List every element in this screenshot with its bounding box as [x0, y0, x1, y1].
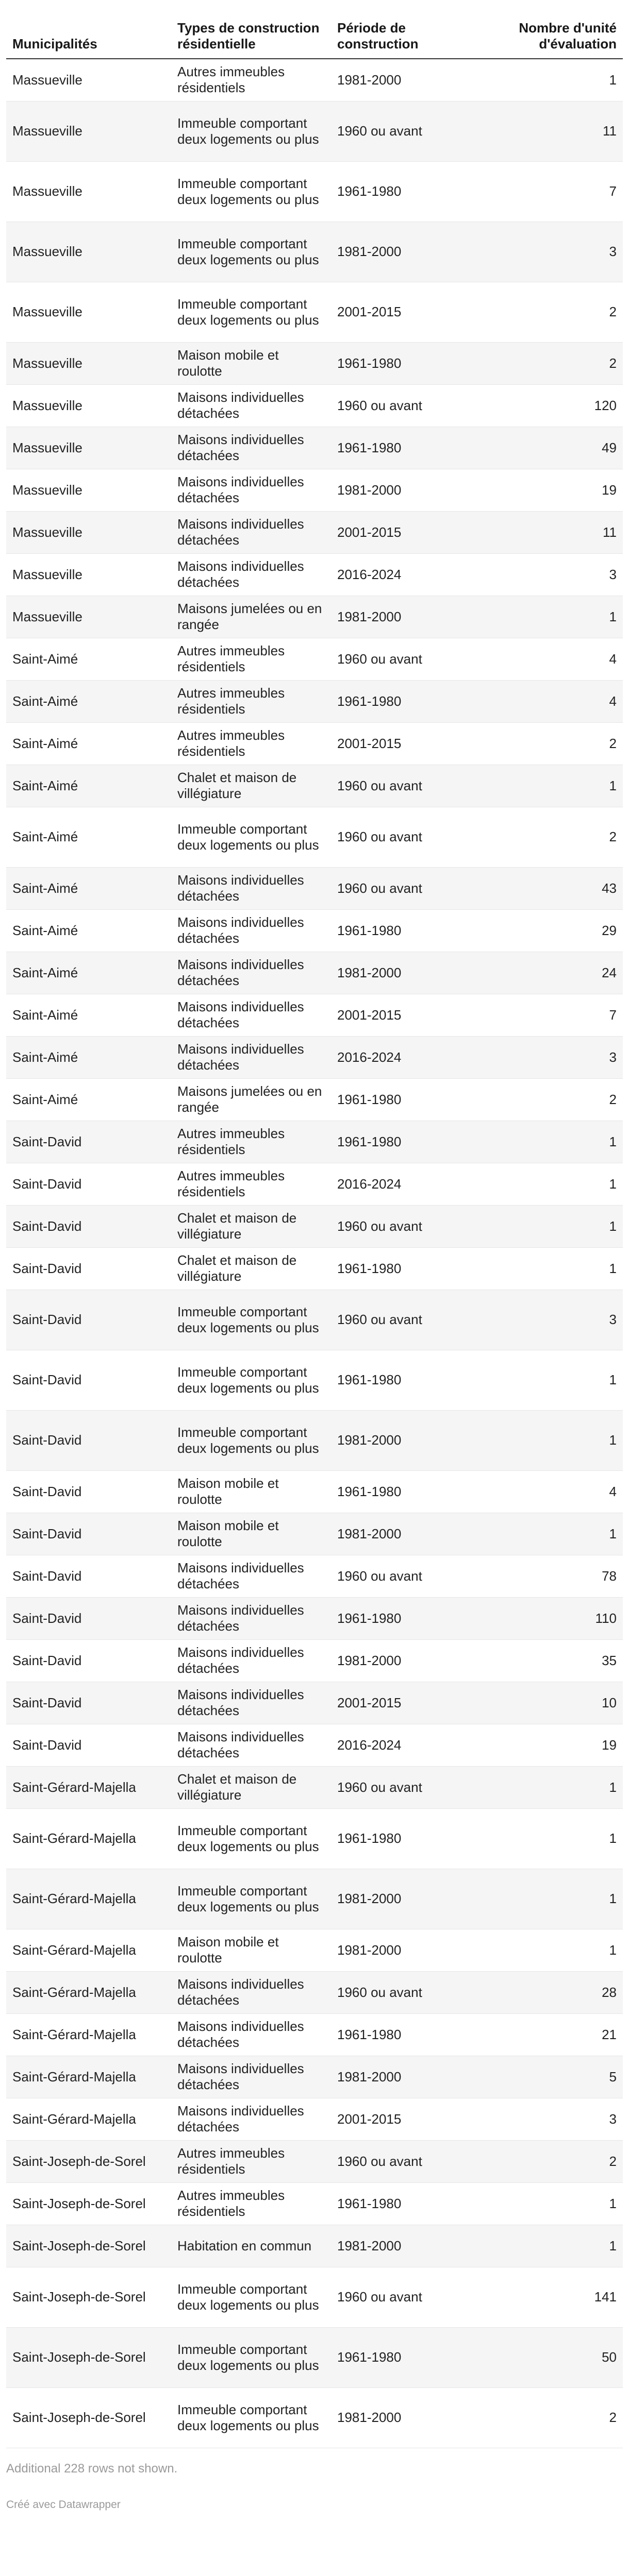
cell-count: 1 [489, 1121, 623, 1163]
cell-period: 1961-1980 [331, 1350, 489, 1410]
cell-type: Immeuble comportant deux logements ou plus [171, 1869, 331, 1929]
cell-period: 1981-2000 [331, 1929, 489, 1971]
table-row [6, 1971, 623, 2013]
cell-type: Maisons individuelles détachées [171, 994, 331, 1036]
cell-period: 1961-1980 [331, 342, 489, 384]
cell-type: Immeuble comportant deux logements ou plus [171, 2327, 331, 2387]
cell-count: 10 [489, 1682, 623, 1724]
table-row [6, 511, 623, 553]
cell-count: 1 [489, 1205, 623, 1247]
cell-municipality: Saint-David [6, 1121, 171, 1163]
cell-period: 1961-1980 [331, 1597, 489, 1639]
cell-type: Autres immeubles résidentiels [171, 680, 331, 722]
cell-period: 1961-1980 [331, 2327, 489, 2387]
cell-type: Maisons individuelles détachées [171, 511, 331, 553]
table-row [6, 994, 623, 1036]
cell-period: 1981-2000 [331, 1639, 489, 1682]
cell-municipality: Saint-Aimé [6, 994, 171, 1036]
cell-type: Autres immeubles résidentiels [171, 2182, 331, 2225]
cell-period: 1960 ou avant [331, 765, 489, 807]
cell-period: 1961-1980 [331, 680, 489, 722]
table-row [6, 1724, 623, 1766]
cell-count: 141 [489, 2267, 623, 2327]
cell-period: 1981-2000 [331, 59, 489, 101]
table-row [6, 2056, 623, 2098]
table-row [6, 161, 623, 222]
table-row [6, 867, 623, 909]
cell-type: Immeuble comportant deux logements ou plus [171, 161, 331, 222]
cell-type: Autres immeubles résidentiels [171, 2140, 331, 2182]
cell-type: Chalet et maison de villégiature [171, 1766, 331, 1808]
cell-period: 1981-2000 [331, 2056, 489, 2098]
table-row [6, 222, 623, 282]
datawrapper-credit[interactable]: Créé avec Datawrapper [6, 2498, 121, 2511]
cell-municipality: Saint-Joseph-de-Sorel [6, 2182, 171, 2225]
cell-municipality: Saint-David [6, 1555, 171, 1597]
cell-type: Immeuble comportant deux logements ou plus [171, 1808, 331, 1869]
cell-count: 11 [489, 101, 623, 161]
cell-count: 120 [489, 384, 623, 427]
table-row [6, 342, 623, 384]
table-row [6, 2182, 623, 2225]
table-row [6, 952, 623, 994]
table-row [6, 1869, 623, 1929]
cell-count: 7 [489, 161, 623, 222]
cell-period: 1960 ou avant [331, 1971, 489, 2013]
table-row [6, 1555, 623, 1597]
cell-count: 2 [489, 2387, 623, 2448]
cell-count: 2 [489, 282, 623, 342]
cell-period: 1960 ou avant [331, 101, 489, 161]
cell-period: 2016-2024 [331, 1724, 489, 1766]
cell-period: 1960 ou avant [331, 2140, 489, 2182]
cell-period: 1960 ou avant [331, 2267, 489, 2327]
header-count[interactable]: Nombre d'unité d'évaluation [489, 0, 623, 59]
cell-count: 1 [489, 1513, 623, 1555]
table-row [6, 1639, 623, 1682]
cell-period: 1961-1980 [331, 1121, 489, 1163]
rows-not-shown-note: Additional 228 rows not shown. [6, 2461, 178, 2476]
cell-municipality: Saint-Aimé [6, 680, 171, 722]
cell-type: Maisons individuelles détachées [171, 1036, 331, 1078]
cell-period: 1981-2000 [331, 952, 489, 994]
cell-period: 1981-2000 [331, 596, 489, 638]
cell-type: Autres immeubles résidentiels [171, 1163, 331, 1205]
cell-count: 28 [489, 1971, 623, 2013]
table-row [6, 2013, 623, 2056]
cell-type: Immeuble comportant deux logements ou plus [171, 807, 331, 867]
cell-count: 1 [489, 1766, 623, 1808]
cell-municipality: Massueville [6, 596, 171, 638]
cell-period: 1961-1980 [331, 909, 489, 952]
cell-type: Maisons individuelles détachées [171, 1597, 331, 1639]
cell-municipality: Saint-David [6, 1290, 171, 1350]
cell-type: Maisons individuelles détachées [171, 1682, 331, 1724]
cell-count: 2 [489, 1078, 623, 1121]
table-row [6, 1121, 623, 1163]
cell-type: Immeuble comportant deux logements ou plus [171, 1290, 331, 1350]
cell-count: 2 [489, 2140, 623, 2182]
cell-type: Autres immeubles résidentiels [171, 722, 331, 765]
cell-type: Maisons jumelées ou en rangée [171, 596, 331, 638]
cell-municipality: Saint-David [6, 1724, 171, 1766]
cell-municipality: Saint-Aimé [6, 1078, 171, 1121]
header-row [6, 0, 623, 59]
cell-count: 1 [489, 1929, 623, 1971]
cell-period: 2001-2015 [331, 722, 489, 765]
cell-type: Maisons individuelles détachées [171, 909, 331, 952]
cell-count: 3 [489, 1290, 623, 1350]
cell-type: Chalet et maison de villégiature [171, 1205, 331, 1247]
table-row [6, 427, 623, 469]
cell-count: 35 [489, 1639, 623, 1682]
cell-period: 2001-2015 [331, 511, 489, 553]
cell-municipality: Saint-David [6, 1513, 171, 1555]
cell-period: 2001-2015 [331, 1682, 489, 1724]
cell-type: Chalet et maison de villégiature [171, 1247, 331, 1290]
cell-count: 3 [489, 1036, 623, 1078]
cell-municipality: Massueville [6, 427, 171, 469]
cell-count: 7 [489, 994, 623, 1036]
cell-period: 1961-1980 [331, 1808, 489, 1869]
cell-municipality: Saint-David [6, 1682, 171, 1724]
header-municipality[interactable]: Municipalités [6, 0, 171, 59]
cell-municipality: Saint-Aimé [6, 638, 171, 680]
cell-count: 1 [489, 1808, 623, 1869]
table-row [6, 1290, 623, 1350]
cell-municipality: Saint-Joseph-de-Sorel [6, 2267, 171, 2327]
cell-count: 1 [489, 59, 623, 101]
cell-count: 50 [489, 2327, 623, 2387]
table-row [6, 807, 623, 867]
cell-count: 43 [489, 867, 623, 909]
table-row [6, 722, 623, 765]
cell-municipality: Saint-Joseph-de-Sorel [6, 2327, 171, 2387]
cell-period: 1960 ou avant [331, 1290, 489, 1350]
cell-period: 1981-2000 [331, 1410, 489, 1470]
cell-count: 3 [489, 553, 623, 596]
cell-period: 1981-2000 [331, 222, 489, 282]
cell-count: 78 [489, 1555, 623, 1597]
cell-period: 1960 ou avant [331, 638, 489, 680]
cell-municipality: Saint-David [6, 1597, 171, 1639]
cell-period: 1960 ou avant [331, 807, 489, 867]
table-row [6, 59, 623, 101]
cell-period: 1981-2000 [331, 2387, 489, 2448]
cell-count: 2 [489, 342, 623, 384]
cell-municipality: Saint-David [6, 1163, 171, 1205]
cell-type: Autres immeubles résidentiels [171, 59, 331, 101]
cell-type: Maisons individuelles détachées [171, 2098, 331, 2140]
cell-period: 1960 ou avant [331, 384, 489, 427]
table-row [6, 1350, 623, 1410]
cell-type: Maisons individuelles détachées [171, 867, 331, 909]
cell-count: 1 [489, 1869, 623, 1929]
cell-municipality: Saint-Aimé [6, 1036, 171, 1078]
table-row [6, 1078, 623, 1121]
table-row [6, 2387, 623, 2448]
cell-period: 1960 ou avant [331, 1555, 489, 1597]
cell-type: Maisons individuelles détachées [171, 384, 331, 427]
cell-municipality: Massueville [6, 282, 171, 342]
cell-period: 1961-1980 [331, 1470, 489, 1513]
cell-type: Habitation en commun [171, 2225, 331, 2267]
cell-type: Immeuble comportant deux logements ou plus [171, 222, 331, 282]
cell-period: 1981-2000 [331, 1513, 489, 1555]
cell-municipality: Saint-Aimé [6, 807, 171, 867]
cell-type: Maisons individuelles détachées [171, 1639, 331, 1682]
cell-type: Maisons individuelles détachées [171, 1724, 331, 1766]
cell-period: 1981-2000 [331, 469, 489, 511]
cell-municipality: Saint-Aimé [6, 867, 171, 909]
table-row [6, 2140, 623, 2182]
cell-municipality: Saint-Gérard-Majella [6, 1971, 171, 2013]
cell-type: Immeuble comportant deux logements ou plus [171, 1350, 331, 1410]
table-row [6, 1410, 623, 1470]
table-row [6, 1766, 623, 1808]
cell-municipality: Saint-David [6, 1410, 171, 1470]
cell-period: 1960 ou avant [331, 1766, 489, 1808]
cell-municipality: Saint-Gérard-Majella [6, 2098, 171, 2140]
cell-period: 2001-2015 [331, 282, 489, 342]
cell-municipality: Massueville [6, 222, 171, 282]
cell-municipality: Saint-Gérard-Majella [6, 1869, 171, 1929]
cell-municipality: Massueville [6, 101, 171, 161]
cell-count: 29 [489, 909, 623, 952]
cell-type: Maisons individuelles détachées [171, 1555, 331, 1597]
cell-municipality: Saint-David [6, 1205, 171, 1247]
cell-type: Immeuble comportant deux logements ou plus [171, 2387, 331, 2448]
cell-period: 1981-2000 [331, 1869, 489, 1929]
cell-municipality: Massueville [6, 342, 171, 384]
cell-count: 2 [489, 807, 623, 867]
cell-count: 24 [489, 952, 623, 994]
table-row [6, 469, 623, 511]
table-row [6, 1808, 623, 1869]
cell-type: Autres immeubles résidentiels [171, 638, 331, 680]
cell-municipality: Massueville [6, 553, 171, 596]
data-table [6, 0, 623, 2448]
cell-municipality: Massueville [6, 511, 171, 553]
cell-municipality: Saint-Gérard-Majella [6, 2056, 171, 2098]
cell-municipality: Saint-Gérard-Majella [6, 1929, 171, 1971]
cell-type: Immeuble comportant deux logements ou plus [171, 282, 331, 342]
cell-count: 4 [489, 638, 623, 680]
cell-count: 4 [489, 680, 623, 722]
cell-type: Maisons individuelles détachées [171, 427, 331, 469]
cell-municipality: Saint-Joseph-de-Sorel [6, 2225, 171, 2267]
cell-type: Immeuble comportant deux logements ou plus [171, 2267, 331, 2327]
cell-period: 1981-2000 [331, 2225, 489, 2267]
cell-municipality: Massueville [6, 161, 171, 222]
cell-period: 1961-1980 [331, 161, 489, 222]
cell-period: 2001-2015 [331, 994, 489, 1036]
cell-period: 2016-2024 [331, 1163, 489, 1205]
cell-municipality: Saint-Gérard-Majella [6, 2013, 171, 2056]
cell-period: 2016-2024 [331, 1036, 489, 1078]
table-row [6, 1036, 623, 1078]
table-row [6, 2267, 623, 2327]
cell-municipality: Saint-David [6, 1639, 171, 1682]
table-row [6, 765, 623, 807]
cell-period: 1961-1980 [331, 2013, 489, 2056]
cell-municipality: Saint-Joseph-de-Sorel [6, 2387, 171, 2448]
cell-period: 2001-2015 [331, 2098, 489, 2140]
cell-count: 1 [489, 1410, 623, 1470]
cell-count: 3 [489, 2098, 623, 2140]
table-row [6, 638, 623, 680]
cell-count: 1 [489, 2182, 623, 2225]
cell-type: Autres immeubles résidentiels [171, 1121, 331, 1163]
cell-type: Maisons individuelles détachées [171, 2013, 331, 2056]
table-row [6, 282, 623, 342]
table-row [6, 2327, 623, 2387]
cell-type: Maison mobile et roulotte [171, 1929, 331, 1971]
cell-municipality: Massueville [6, 384, 171, 427]
table-row [6, 1205, 623, 1247]
table-row [6, 384, 623, 427]
table-row [6, 101, 623, 161]
cell-period: 1961-1980 [331, 2182, 489, 2225]
cell-type: Maisons individuelles détachées [171, 553, 331, 596]
cell-type: Maisons jumelées ou en rangée [171, 1078, 331, 1121]
cell-type: Immeuble comportant deux logements ou plus [171, 101, 331, 161]
table-row [6, 1682, 623, 1724]
table-row [6, 2098, 623, 2140]
cell-count: 3 [489, 222, 623, 282]
cell-count: 4 [489, 1470, 623, 1513]
table-row [6, 909, 623, 952]
table-row [6, 680, 623, 722]
cell-period: 2016-2024 [331, 553, 489, 596]
table-header [6, 0, 623, 59]
header-period[interactable]: Période de construction [331, 0, 489, 59]
cell-count: 19 [489, 1724, 623, 1766]
table-row [6, 1513, 623, 1555]
cell-count: 1 [489, 1247, 623, 1290]
header-type[interactable]: Types de construction résidentielle [171, 0, 331, 59]
cell-municipality: Massueville [6, 469, 171, 511]
cell-count: 21 [489, 2013, 623, 2056]
cell-count: 11 [489, 511, 623, 553]
cell-municipality: Massueville [6, 59, 171, 101]
cell-type: Maisons individuelles détachées [171, 1971, 331, 2013]
cell-period: 1960 ou avant [331, 867, 489, 909]
table-row [6, 1929, 623, 1971]
cell-municipality: Saint-David [6, 1350, 171, 1410]
cell-municipality: Saint-Aimé [6, 765, 171, 807]
cell-count: 5 [489, 2056, 623, 2098]
cell-type: Chalet et maison de villégiature [171, 765, 331, 807]
cell-count: 1 [489, 1350, 623, 1410]
cell-count: 49 [489, 427, 623, 469]
cell-type: Immeuble comportant deux logements ou plus [171, 1410, 331, 1470]
table-row [6, 596, 623, 638]
cell-municipality: Saint-Joseph-de-Sorel [6, 2140, 171, 2182]
cell-type: Maison mobile et roulotte [171, 342, 331, 384]
cell-type: Maison mobile et roulotte [171, 1470, 331, 1513]
cell-type: Maisons individuelles détachées [171, 469, 331, 511]
cell-count: 19 [489, 469, 623, 511]
cell-municipality: Saint-Aimé [6, 722, 171, 765]
cell-count: 1 [489, 2225, 623, 2267]
cell-period: 1961-1980 [331, 1247, 489, 1290]
table-row [6, 1163, 623, 1205]
table-row [6, 1470, 623, 1513]
cell-count: 1 [489, 1163, 623, 1205]
cell-count: 110 [489, 1597, 623, 1639]
cell-municipality: Saint-David [6, 1470, 171, 1513]
cell-count: 1 [489, 765, 623, 807]
table-row [6, 1597, 623, 1639]
cell-period: 1961-1980 [331, 1078, 489, 1121]
table-body [6, 59, 623, 2448]
cell-type: Maisons individuelles détachées [171, 2056, 331, 2098]
cell-municipality: Saint-Gérard-Majella [6, 1808, 171, 1869]
table-row [6, 1247, 623, 1290]
cell-count: 1 [489, 596, 623, 638]
table-row [6, 553, 623, 596]
cell-municipality: Saint-Aimé [6, 909, 171, 952]
cell-municipality: Saint-David [6, 1247, 171, 1290]
table-row [6, 2225, 623, 2267]
cell-type: Maison mobile et roulotte [171, 1513, 331, 1555]
cell-type: Maisons individuelles détachées [171, 952, 331, 994]
cell-period: 1960 ou avant [331, 1205, 489, 1247]
cell-period: 1961-1980 [331, 427, 489, 469]
cell-municipality: Saint-Aimé [6, 952, 171, 994]
cell-municipality: Saint-Gérard-Majella [6, 1766, 171, 1808]
cell-count: 2 [489, 722, 623, 765]
